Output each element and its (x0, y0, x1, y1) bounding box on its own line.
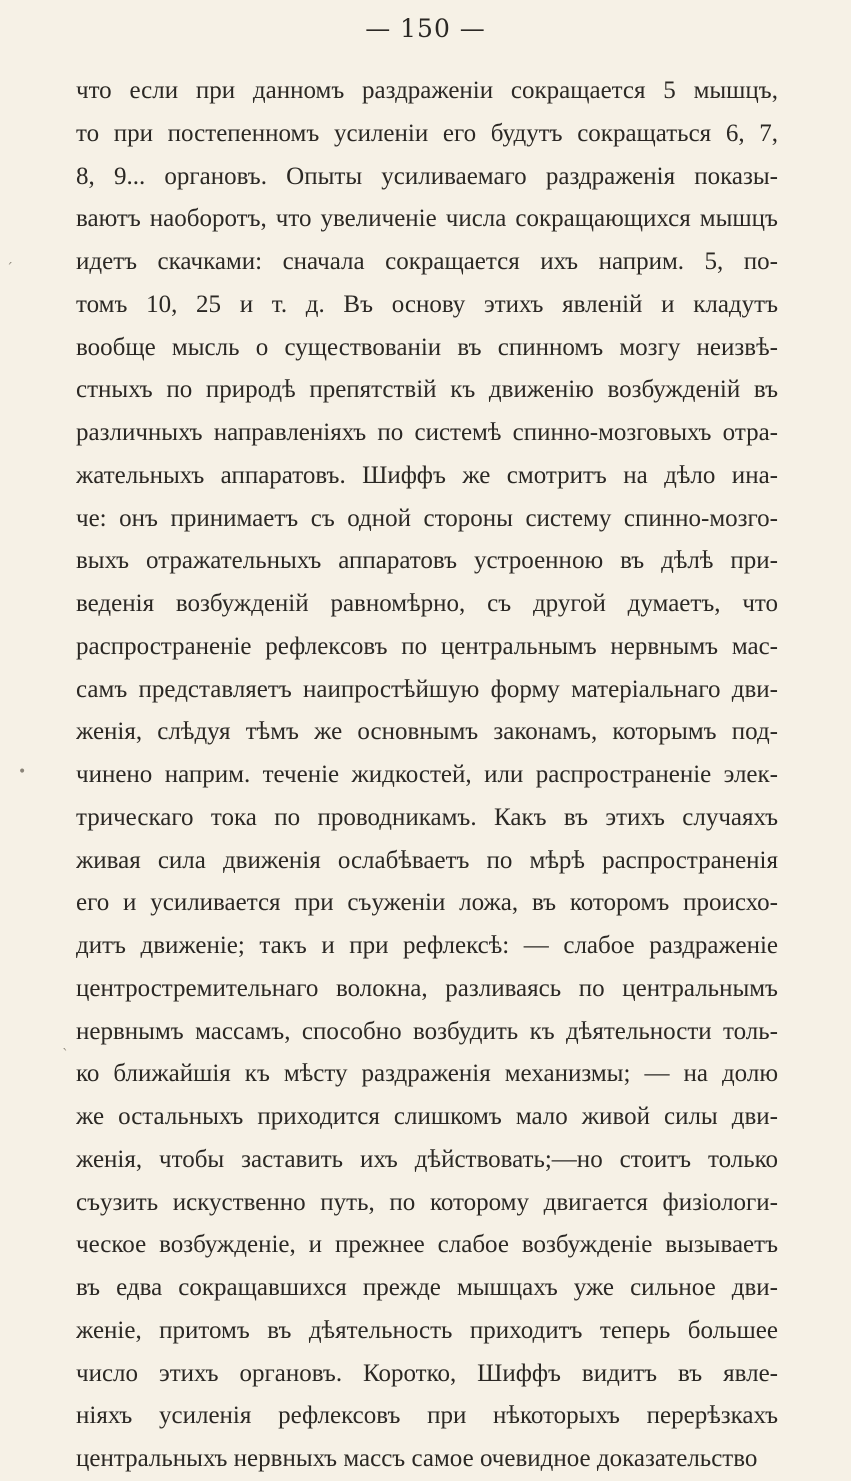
text-line: трическаго тока по проводникамъ. Какъ въ этихъ случаяхъ (76, 803, 778, 831)
text-line: число этихъ органовъ. Коротко, Шиффъ видитъ въ явле- (76, 1359, 778, 1387)
text-line: 8, 9... органовъ. Опыты усиливаемаго раздраженія показы- (76, 162, 778, 190)
text-line: распространеніе рефлексовъ по центральнымъ нервнымъ мас- (76, 632, 778, 660)
margin-mark: • (18, 764, 27, 780)
text-line: ваютъ наоборотъ, что увеличеніе числа сокращающихся мышцъ (76, 205, 778, 233)
margin-mark: ˋ (62, 1047, 69, 1063)
text-line: ческое возбужденіе, и прежнее слабое возбужденіе вызываетъ (76, 1231, 778, 1259)
text-line: ко ближайшія къ мѣсту раздраженія механизмы; — на долю (76, 1060, 778, 1088)
page-number: — 150 — (365, 14, 486, 43)
text-line: различныхъ направленіяхъ по системѣ спинно-мозговыхъ отра- (76, 419, 778, 446)
text-line: въ едва сокращавшихся прежде мышцахъ уже сильное дви- (76, 1274, 778, 1301)
text-line: дитъ движеніе; такъ и при рефлексѣ: — слабое раздраженіе (76, 932, 778, 959)
text-line: его и усиливается при съуженіи ложа, въ которомъ происхо- (76, 889, 778, 917)
body-text (76, 70, 778, 1481)
text-line: женіе, притомъ въ дѣятельность приходитъ теперь большее (76, 1316, 778, 1344)
text-line: чинено наприм. теченіе жидкостей, или распространеніе элек- (76, 761, 778, 788)
text-line: идетъ скачками: сначала сокращается ихъ наприм. 5, по- (76, 248, 778, 275)
text-line: вообще мысль о существованіи въ спинномъ мозгу неизвѣ- (76, 333, 778, 361)
text-line: че: онъ принимаетъ съ одной стороны систему спинно-мозго- (76, 504, 778, 532)
text-line: жательныхъ аппаратовъ. Шиффъ же смотритъ на дѣло ина- (76, 461, 778, 489)
text-line: ніяхъ усиленія рефлексовъ при нѣкоторыхъ перерѣзкахъ (76, 1402, 778, 1430)
text-line: самъ представляетъ наипростѣйшую форму матеріальнаго дви- (76, 675, 778, 703)
text-line: живая сила движенія ослабѣваетъ по мѣрѣ распространенія (76, 846, 778, 874)
margin-mark: ˊ (6, 261, 13, 277)
text-line: съузить искуственно путь, по которому двигается физіологи- (76, 1188, 778, 1216)
text-line: веденія возбужденій равномѣрно, съ другой думаетъ, что (76, 590, 778, 617)
text-line: выхъ отражательныхъ аппаратовъ устроенною въ дѣлѣ при- (76, 547, 778, 575)
text-line: что если при данномъ раздраженіи сокращается 5 мышцъ, (76, 77, 778, 104)
text-line: нервнымъ массамъ, способно возбудить къ дѣятельности толь- (76, 1017, 778, 1045)
text-line: центральныхъ нервныхъ массъ самое очевидное доказательство (76, 1445, 758, 1472)
text-line: стныхъ по природѣ препятствій къ движенію возбужденій въ (76, 376, 778, 404)
text-line: женія, чтобы заставить ихъ дѣйствовать;—но стоитъ только (76, 1145, 778, 1173)
text-line: центростремительнаго волокна, разливаясь по центральнымъ (76, 974, 778, 1002)
text-line: же остальныхъ приходится слишкомъ мало живой силы дви- (76, 1103, 778, 1130)
text-line: женія, слѣдуя тѣмъ же основнымъ законамъ, которымъ под- (76, 718, 778, 746)
text-line: томъ 10, 25 и т. д. Въ основу этихъ явленій и кладутъ (76, 290, 778, 318)
text-line: то при постепенномъ усиленіи его будутъ сокращаться 6, 7, (76, 119, 778, 147)
